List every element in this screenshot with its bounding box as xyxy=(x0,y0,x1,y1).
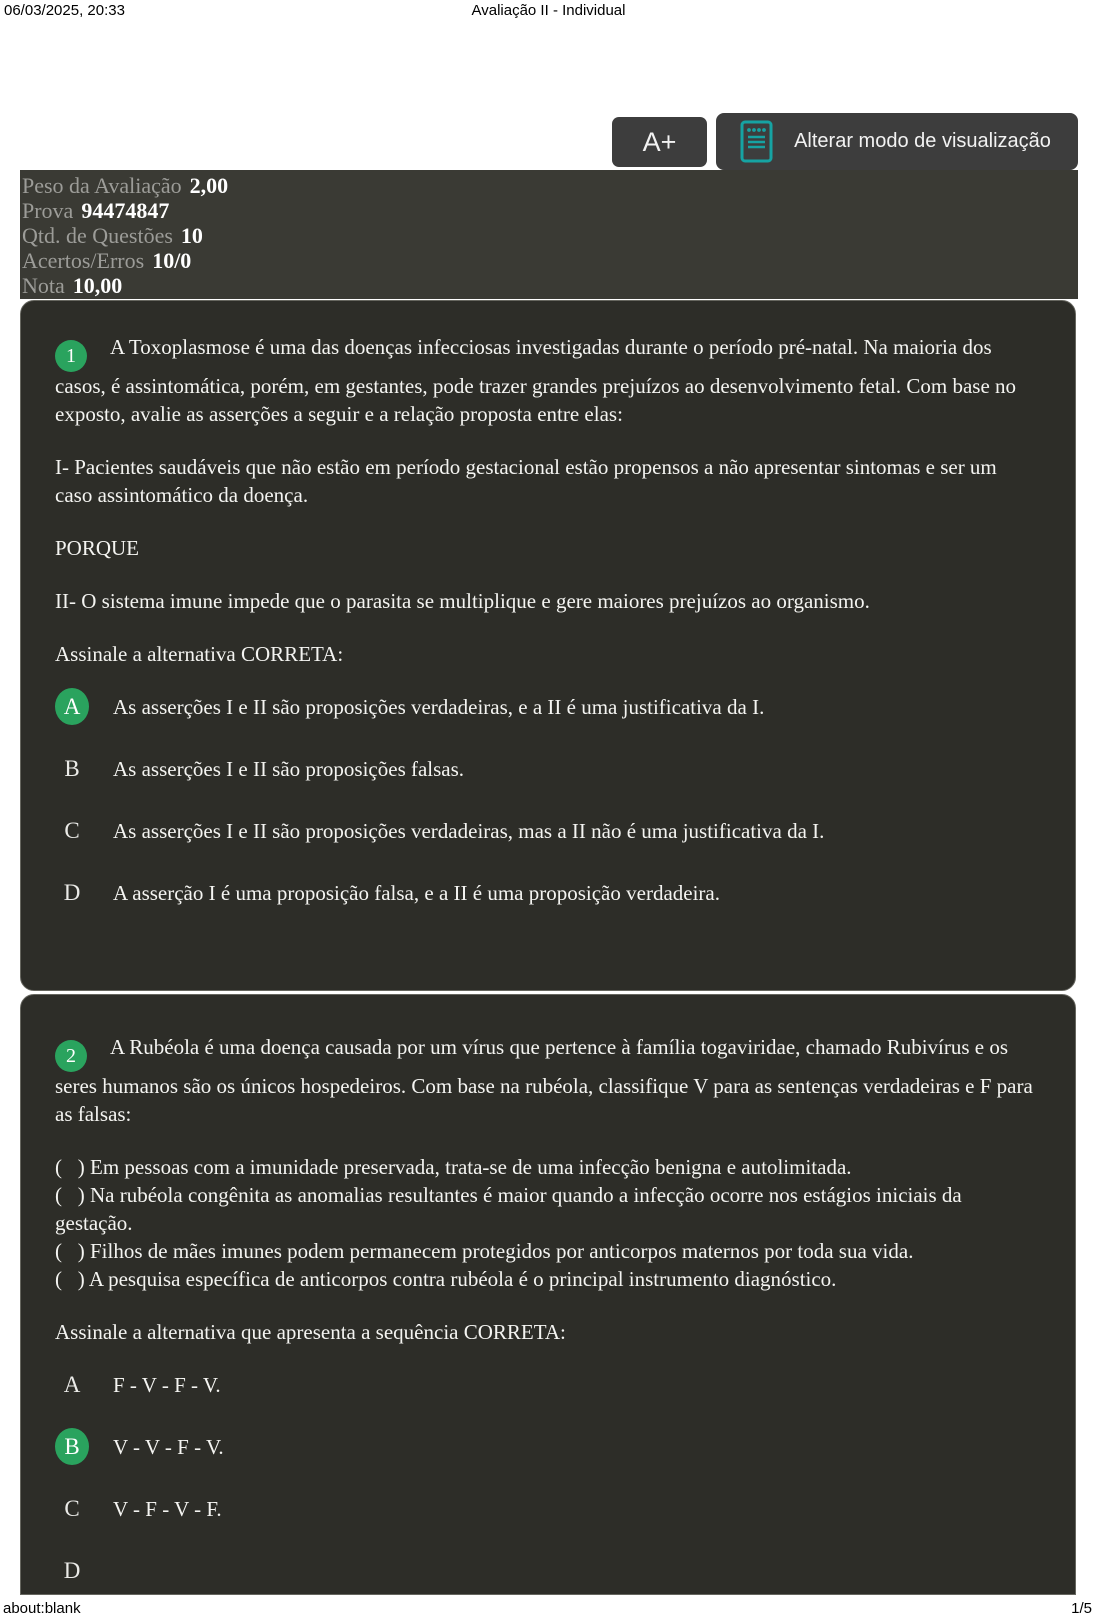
summary-panel xyxy=(20,170,1078,299)
option-row[interactable] xyxy=(55,1366,1035,1403)
option-row[interactable] xyxy=(55,688,1035,725)
question-intro xyxy=(55,333,1035,428)
option-text: V - V - F - V. xyxy=(113,1434,224,1459)
option-letter: C xyxy=(64,817,80,843)
answer-prompt: Assinale a alternativa que apresenta a sequência CORRETA: xyxy=(55,1320,566,1344)
question-intro-text: A Toxoplasmose é uma das doenças infecciosas investigadas durante o período pré-natal. Na maioria dos casos, é assintomática, porém, em gestantes, pode trazer grandes prejuízos ao desenvolvimento fetal. Com base no exposto, avalie as asserções a seguir e a relação proposta entre elas: xyxy=(55,335,1017,426)
option-letter: C xyxy=(64,1495,80,1521)
summary-value: 10,00 xyxy=(72,273,123,298)
header-datetime: 06/03/2025, 20:33 xyxy=(4,2,125,19)
summary-value: 10/0 xyxy=(152,248,192,273)
toolbar xyxy=(612,113,1078,170)
answer-prompt: Assinale a alternativa CORRETA: xyxy=(55,642,344,666)
question-number-badge: 1 xyxy=(55,340,87,372)
footer-page-number: 1/5 xyxy=(1071,1600,1092,1617)
view-mode-button[interactable] xyxy=(716,113,1078,170)
summary-row xyxy=(22,198,1078,223)
vf-statement: ( ) Na rubéola congênita as anomalias resultantes é maior quando a infecção ocorre nos estágios iniciais da gestação. xyxy=(55,1183,962,1235)
option-row[interactable] xyxy=(55,1490,1035,1527)
summary-label: Qtd. de Questões xyxy=(22,223,173,248)
summary-row xyxy=(22,273,1078,298)
font-increase-label: A+ xyxy=(642,126,677,157)
summary-row xyxy=(22,173,1078,198)
option-text: As asserções I e II são proposições verdadeiras, e a II é uma justificativa da I. xyxy=(113,694,765,719)
option-row[interactable] xyxy=(55,750,1035,787)
font-increase-button[interactable] xyxy=(612,117,707,167)
question-card xyxy=(20,300,1076,991)
options-list xyxy=(55,1366,1035,1589)
summary-value: 94474847 xyxy=(81,198,170,223)
assertion-ii: II- O sistema imune impede que o parasita se multiplique e gere maiores prejuízos ao organismo. xyxy=(55,589,870,613)
summary-row xyxy=(22,248,1078,273)
option-row[interactable] xyxy=(55,1552,1035,1589)
option-letter: A xyxy=(63,1371,81,1397)
assertion-i: I- Pacientes saudáveis que não estão em período gestacional estão propensos a não apresentar sintomas e ser um caso assintomático da doença. xyxy=(55,455,997,507)
page-title: Avaliação II - Individual xyxy=(471,2,626,19)
option-row[interactable] xyxy=(55,1428,1035,1465)
option-letter: B xyxy=(55,1428,89,1465)
question-number-badge: 2 xyxy=(55,1040,87,1072)
summary-label: Prova xyxy=(22,198,74,223)
summary-value: 2,00 xyxy=(189,173,229,198)
footer-url: about:blank xyxy=(3,1600,81,1617)
vf-statement: ( ) Em pessoas com a imunidade preservada, trata-se de uma infecção benigna e autolimitada. xyxy=(55,1155,852,1179)
vf-statement: ( ) Filhos de mães imunes podem permanecem protegidos por anticorpos maternos por toda sua vida. xyxy=(55,1239,914,1263)
option-letter: B xyxy=(64,755,80,781)
porque-connector: PORQUE xyxy=(55,536,140,560)
summary-label: Nota xyxy=(22,273,65,298)
option-row[interactable] xyxy=(55,874,1035,911)
option-text: F - V - F - V. xyxy=(113,1372,221,1397)
vf-statement: ( ) A pesquisa específica de anticorpos contra rubéola é o principal instrumento diagnóstico. xyxy=(55,1267,837,1291)
option-text: As asserções I e II são proposições verdadeiras, mas a II não é uma justificativa da I. xyxy=(113,818,825,843)
document-list-icon xyxy=(740,120,773,163)
question-intro xyxy=(55,1033,1035,1128)
question-intro-text: A Rubéola é uma doença causada por um vírus que pertence à família togaviridae, chamado Rubivírus e os seres humanos são os únicos hospedeiros. Com base na rubéola, classifique V para as sentenças verdadeiras e F para as falsas: xyxy=(55,1035,1033,1126)
vf-list xyxy=(55,1153,1035,1293)
summary-row xyxy=(22,223,1078,248)
summary-label: Peso da Avaliação xyxy=(22,173,182,198)
view-mode-label: Alterar modo de visualização xyxy=(794,130,1051,152)
option-text: V - F - V - F. xyxy=(113,1496,222,1521)
option-letter: D xyxy=(63,879,81,905)
option-text: A asserção I é uma proposição falsa, e a II é uma proposição verdadeira. xyxy=(113,880,720,905)
options-list xyxy=(55,688,1035,911)
option-text: As asserções I e II são proposições falsas. xyxy=(113,756,465,781)
option-letter: D xyxy=(63,1557,81,1583)
question-card xyxy=(20,994,1076,1595)
summary-label: Acertos/Erros xyxy=(22,248,145,273)
option-letter: A xyxy=(55,688,89,725)
option-row[interactable] xyxy=(55,812,1035,849)
summary-value: 10 xyxy=(180,223,203,248)
